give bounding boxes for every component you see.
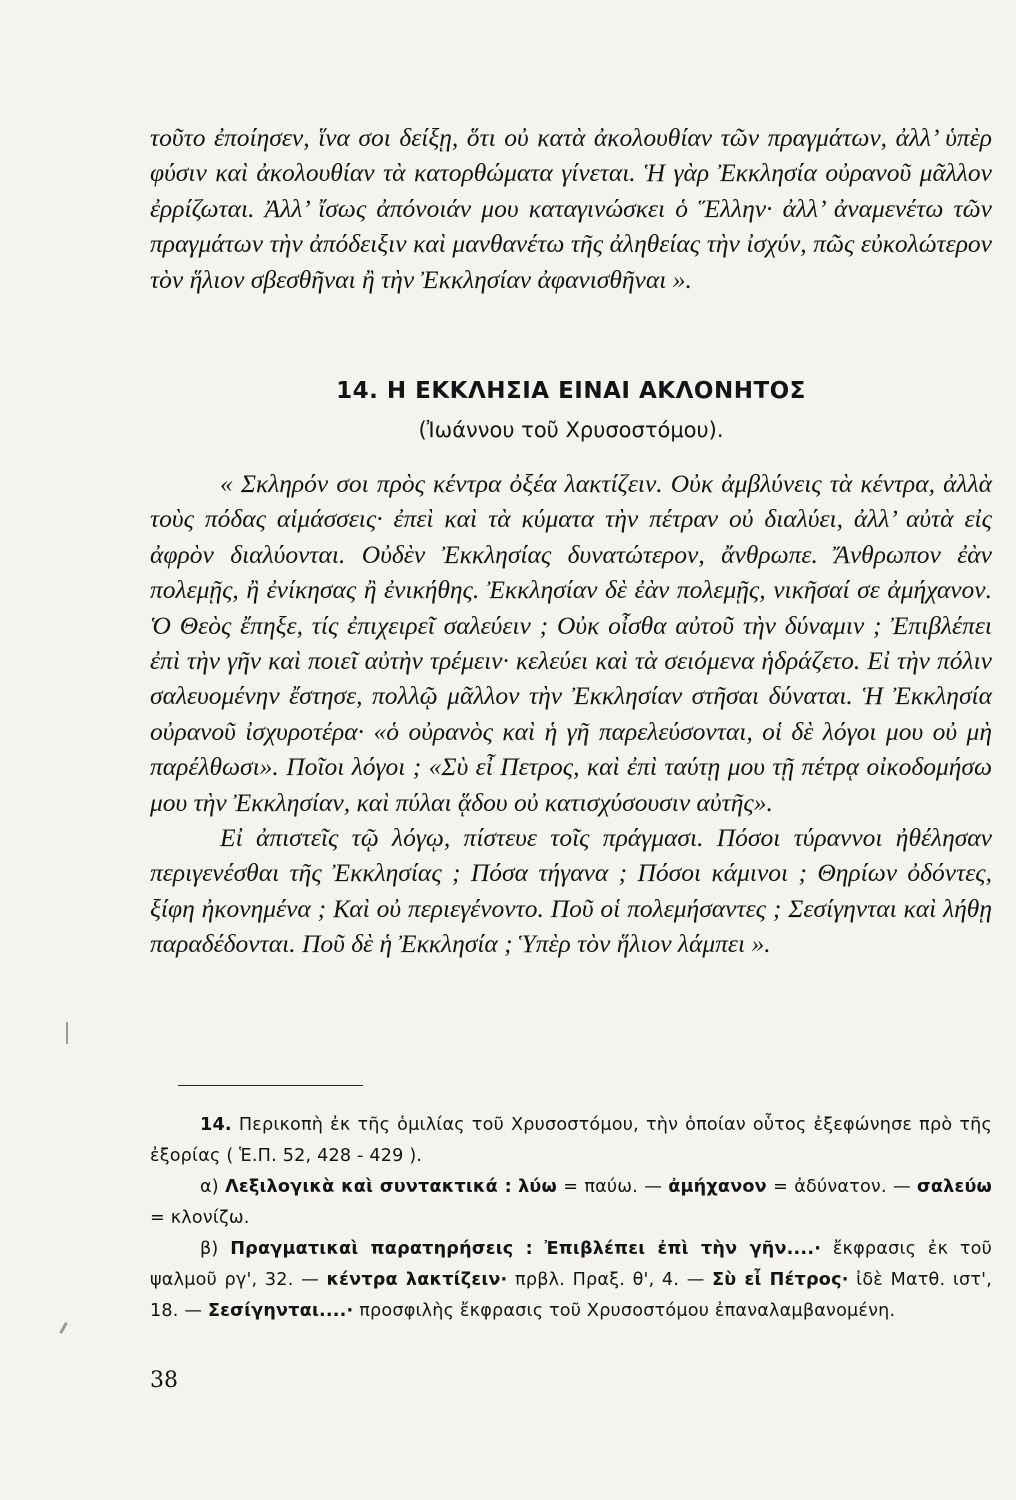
note-lexical [150, 1172, 992, 1234]
note-b-title: Πραγματικαὶ παρατηρήσεις : [230, 1239, 533, 1259]
quote-body [150, 466, 992, 962]
quote-paragraph-2: Εἰ ἀπιστεῖς τῷ λόγῳ, πίστευε τοῖς πράγμασι. Πόσοι τύραννοι ἠθέλησαν περιγενέσθαι τῆς Ἐκκλησίας ; Πόσα τήγανα ; Πόσοι κάμινοι ; Θηρίων ὀδόντες, ξίφη ἠκονημένα ; Καὶ οὐ περιεγένοντο. Ποῦ οἱ πολεμήσαντες ; Σεσίγηνται καὶ λήθῃ παραδέδονται. Ποῦ δὲ ἡ Ἐκκλησία ; Ὑπὲρ τὸν ἥλιον λάμπει ». [150, 823, 992, 959]
note-factual [150, 1234, 992, 1327]
footnote-number: 14. [200, 1115, 232, 1135]
note-b-label: β) [200, 1239, 219, 1259]
note-a-term-3: σαλεύω [916, 1177, 993, 1197]
section-heading: 14. Η ΕΚΚΛΗΣΙΑ ΕΙΝΑΙ ΑΚΛΟΝΗΤΟΣ [336, 378, 806, 404]
note-a-title: Λεξιλογικὰ καὶ συντακτικά : [225, 1177, 512, 1197]
note-a-def-3: = κλονίζω. [150, 1208, 250, 1228]
scan-mark [66, 1022, 68, 1044]
footnotes [150, 1110, 992, 1327]
note-b-term-2: κέντρα λακτίζειν· [326, 1270, 508, 1290]
intro-text: τοῦτο ἐποίησεν, ἵνα σοι δείξῃ, ὅτι οὐ κατὰ ἀκολουθίαν τῶν πραγμάτων, ἀλλ’ ὑπὲρ φύσιν καὶ ἀκολουθίαν τὰ κατορθώματα γίνεται. Ἡ γὰρ Ἐκκλησία οὐρανοῦ μᾶλλον ἐρρίζωται. Ἀλλ’ ἴσως ἀπόνοιάν μου καταγινώσκει ὁ Ἕλλην· ἀλλ’ ἀναμενέτω τῶν πραγμάτων τὴν ἀπόδειξιν καὶ μανθανέτω τῆς ἀληθείας τὴν ἰσχύν, πῶς εὐκολώτερον τὸν ἥλιον σβεσθῆναι ἢ τὴν Ἐκκλησίαν ἀφανισθῆναι ». [150, 123, 992, 294]
note-b-def-4: προσφιλὴς ἔκφρασις τοῦ Χρυσοστόμου ἐπαναλαμβανομένη. [359, 1301, 896, 1321]
note-a-label: α) [200, 1177, 219, 1197]
note-b-def-2: πρβλ. Πραξ. θ', 4. — [515, 1270, 705, 1290]
footnote-divider [178, 1085, 363, 1086]
note-a-term-1: λύω [518, 1177, 557, 1197]
note-b-def-3: ἰδὲ Ματθ. ιστ', 18. — [150, 1270, 992, 1321]
note-a-term-2: ἀμήχανον [668, 1177, 767, 1197]
footnote-14 [150, 1110, 992, 1172]
quote-paragraph-1: « Σκληρόν σοι πρὸς κέντρα ὀξέα λακτίζειν. Οὐκ ἀμβλύνεις τὰ κέντρα, ἀλλὰ τοὺς πόδας αἱμάσσεις· ἐπεὶ καὶ τὰ κύματα τὴν πέτραν οὐ διαλύει, ἀλλ’ αὐτὰ εἰς ἀφρὸν διαλύονται. Οὐδὲν Ἐκκλησίας δυνατώτερον, ἄνθρωπε. Ἄνθρωπον ἐὰν πολεμῇς, ἢ ἐνίκησας ἢ ἐνικήθης. Ἐκκλησίαν δὲ ἐὰν πολεμῇς, νικῆσαί σε ἀμήχανον. Ὁ Θεὸς ἔπηξε, τίς ἐπιχειρεῖ σαλεύειν ; Οὐκ οἶσθα αὐτοῦ τὴν δύναμιν ; Ἐπιβλέπει ἐπὶ τὴν γῆν καὶ ποιεῖ αὐτὴν τρέμειν· κελεύει καὶ τὰ σειόμενα ἡδράζετο. Εἰ τὴν πόλιν σαλευομένην ἔστησε, πολλῷ μᾶλλον τὴν Ἐκκλησίαν στῆσαι δύναται. Ἡ Ἐκκλησία οὐρανοῦ ἰσχυροτέρα· «ὁ οὐρανὸς καὶ ἡ γῆ παρελεύσονται, οἱ δὲ λόγοι μου οὐ μὴ παρέλθωσι». Ποῖοι λόγοι ; «Σὺ εἶ Πετρος, καὶ ἐπὶ ταύτῃ μου τῇ πέτρᾳ οἰκοδομήσω μου τὴν Ἐκκλησίαν, καὶ πύλαι ᾅδου οὐ κατισχύσουσιν αὐτῆς». [150, 469, 992, 817]
intro-paragraph [150, 120, 992, 297]
note-a-def-2: = ἀδύνατον. — [773, 1177, 911, 1197]
section-subheading: (Ἰωάννου τοῦ Χρυσοστόμου). [418, 418, 724, 442]
note-b-def-1: ἔκφρασις ἐκ τοῦ ψαλμοῦ ργ', 32. — [150, 1239, 993, 1290]
page-number: 38 [150, 1368, 178, 1393]
note-b-term-1: Ἐπιβλέπει ἐπὶ τὴν γῆν....· [544, 1239, 822, 1259]
footnote-text: Περικοπὴ ἐκ τῆς ὁμιλίας τοῦ Χρυσοστόμου, τὴν ὁποίαν οὗτος ἐξεφώνησε πρὸ τῆς ἐξορίας ( Ἑ.Π. 52, 428 - 429 ). [150, 1115, 992, 1166]
note-b-term-4: Σεσίγηνται....· [207, 1301, 354, 1321]
note-a-def-1: = παύω. — [563, 1177, 663, 1197]
scan-mark [59, 1322, 68, 1334]
note-b-term-3: Σὺ εἶ Πέτρος· [712, 1270, 849, 1290]
